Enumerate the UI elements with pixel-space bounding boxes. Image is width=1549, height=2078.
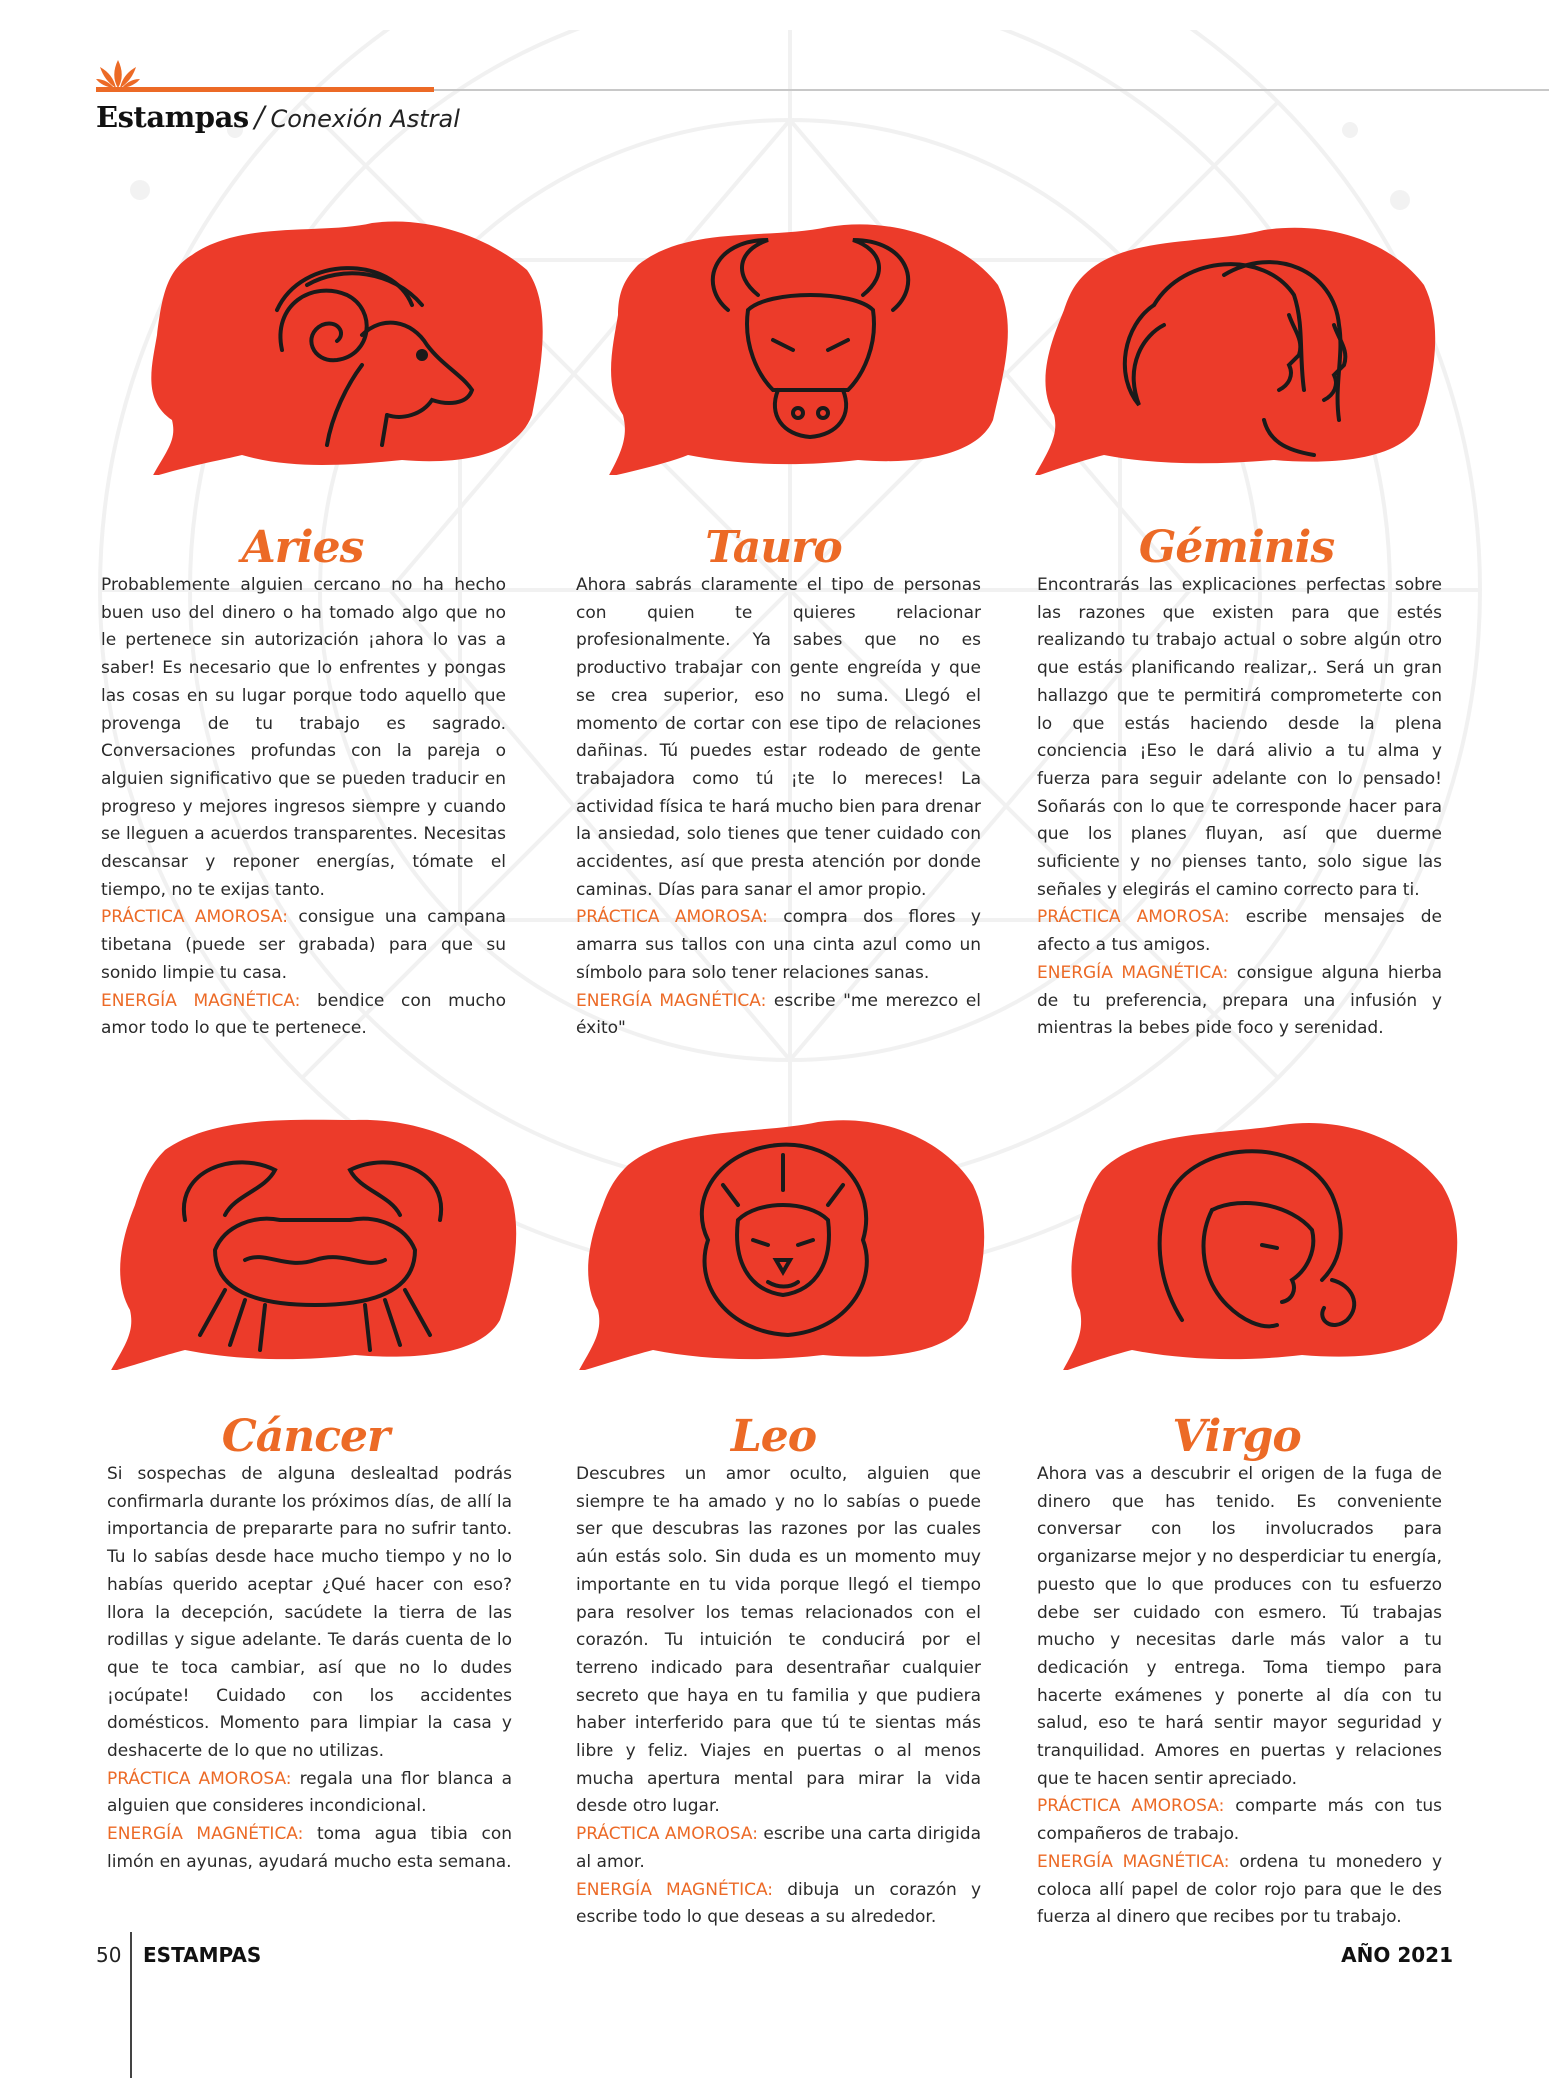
section-header: [96, 100, 460, 136]
love-practice-label: PRÁCTICA AMOROSA:: [1037, 907, 1230, 928]
lion-icon: [578, 1110, 998, 1370]
magnetic-energy-label: ENERGÍA MAGNÉTICA:: [107, 1824, 304, 1845]
magazine-brand: Estampas: [96, 100, 249, 134]
magnetic-energy-text: toma agua tibia con limón en ayunas, ayudará mucho esta semana.: [107, 1824, 513, 1872]
magnetic-energy-label: ENERGÍA MAGNÉTICA:: [576, 1879, 774, 1900]
sign-text-cancer: [107, 1461, 512, 1877]
magnetic-energy-label: ENERGÍA MAGNÉTICA:: [1037, 962, 1229, 983]
love-practice-label: PRÁCTICA AMOROSA:: [107, 1768, 292, 1789]
magnetic-energy-label: ENERGÍA MAGNÉTICA:: [576, 990, 767, 1011]
sign-text-leo: [576, 1461, 981, 1932]
magnetic-energy-label: ENERGÍA MAGNÉTICA:: [1037, 1851, 1230, 1872]
magnetic-energy-text: escribe "me merezco el éxito": [576, 990, 981, 1039]
sign-title-tauro: Tauro: [705, 522, 842, 573]
sign-text-virgo: [1037, 1461, 1442, 1932]
love-practice: [101, 904, 506, 987]
magnetic-energy: [576, 988, 981, 1043]
sign-title-geminis: Géminis: [1138, 522, 1335, 573]
love-practice: [576, 1821, 981, 1876]
horoscope-paragraph: Descubres un amor oculto, alguien que siempre te ha amado y no lo sabías o puede ser que descubras las razones por las cuales aún estás solo. Sin duda es un momento muy importante en tu vida porque llegó el tiempo para resolver los temas relacionados con el corazón. Tu intuición te conducirá por el terreno indicado para desentrañar cualquier secreto que haya en tu familia y que pudiera haber interferido para que tú te sientas más libre y feliz. Viajes en puertas o al menos mucha apertura mental para mirar la vida desde otro lugar.: [576, 1464, 981, 1817]
magnetic-energy-label: ENERGÍA MAGNÉTICA:: [101, 990, 301, 1011]
magnetic-energy: [1037, 1849, 1442, 1932]
love-practice: [107, 1766, 512, 1821]
horoscope-paragraph: Encontrarás las explicaciones perfectas sobre las razones que existen para que estés realizando tu trabajo actual o sobre algún otro que estás planificando realizar,. Será un gran hallazgo que te permitirá comprometerte con lo que estás haciendo desde la plena conciencia ¡Eso le dará alivio a tu alma y fuerza para seguir adelante con lo pensado! Soñarás con lo que te corresponde hacer para que los planes fluyan, así que duerme suficiente y no pienses tanto, solo sigue las señales y elegirás el camino correcto para ti.: [1037, 575, 1442, 900]
love-practice-label: PRÁCTICA AMOROSA:: [1037, 1796, 1225, 1817]
love-practice-text: compra dos flores y amarra sus tallos con una cinta azul como un símbolo para solo tener relaciones sanas.: [576, 907, 981, 983]
love-practice-text: escribe mensajes de afecto a tus amigos.: [1037, 907, 1442, 956]
magnetic-energy: [107, 1821, 512, 1876]
crab-icon: [105, 1110, 525, 1370]
love-practice-text: escribe una carta dirigida al amor.: [576, 1824, 981, 1872]
love-practice: [1037, 1793, 1442, 1848]
sign-text-tauro: [576, 572, 981, 1043]
sign-title-aries: Aries: [241, 522, 364, 573]
magnetic-energy: [576, 1877, 981, 1932]
page-number: 50: [96, 1943, 122, 1967]
header-rule: [434, 89, 1549, 91]
love-practice-text: comparte más con tus compañeros de trabajo.: [1037, 1796, 1443, 1845]
magnetic-energy-text: consigue alguna hierba de tu preferencia, prepara una infusión y mientras la bebes pide foco y serenidad.: [1037, 962, 1443, 1039]
header-separator: /: [254, 100, 265, 134]
sun-rays-icon: [96, 58, 140, 88]
section-name: Conexión Astral: [270, 105, 460, 133]
magnetic-energy: [1037, 960, 1442, 1043]
sign-title-virgo: Virgo: [1172, 1411, 1301, 1462]
magnetic-energy-text: dibuja un corazón y escribe todo lo que deseas a su alrededor.: [576, 1879, 982, 1928]
love-practice-text: consigue una campana tibetana (puede ser grabada) para que su sonido limpie tu casa.: [101, 907, 507, 983]
maiden-icon: [1062, 1110, 1482, 1370]
horoscope-paragraph: Ahora sabrás claramente el tipo de personas con quien te quieres relacionar profesionalmente. Ya sabes que no es productivo trabajar con gente engreída y que se crea superior, eso no suma. Llegó el momento de cortar con ese tipo de relaciones dañinas. Tú puedes estar rodeado de gente trabajadora como tú ¡te lo mereces! La actividad física te hará mucho bien para drenar la ansiedad, solo tienes que tener cuidado con accidentes, así que presta atención por donde caminas. Días para sanar el amor propio.: [576, 575, 981, 900]
horoscope-paragraph: Ahora vas a descubrir el origen de la fuga de dinero que has tenido. Es conveniente conversar con los involucrados para organizarse mejor y no desperdiciar tu energía, puesto que lo que produces con tu esfuerzo debe ser cuidado con esmero. Tú trabajas mucho y necesitas darle más valor a tu dedicación y entrega. Toma tiempo para hacerte exámenes y ponerte al día con tu salud, eso te hará sentir mayor seguridad y tranquilidad. Amores en puertas y relaciones que te hacen sentir apreciado.: [1037, 1464, 1442, 1789]
sign-text-aries: [101, 572, 506, 1043]
bull-icon: [598, 215, 1018, 475]
footer-year: AÑO 2021: [1341, 1943, 1453, 1967]
footer-brand: ESTAMPAS: [143, 1943, 262, 1967]
love-practice: [576, 904, 981, 987]
love-practice-label: PRÁCTICA AMOROSA:: [576, 907, 768, 928]
love-practice-label: PRÁCTICA AMOROSA:: [576, 1824, 758, 1845]
twins-icon: [1034, 215, 1454, 475]
magnetic-energy: [101, 988, 506, 1043]
horoscope-paragraph: Probablemente alguien cercano no ha hecho buen uso del dinero o ha tomado algo que no le pertenece sin autorización ¡ahora lo vas a saber! Es necesario que lo enfrentes y pongas las cosas en su lugar porque todo aquello que provenga de tu trabajo es sagrado. Conversaciones profundas con la pareja o alguien significativo que se pueden traducir en progreso y mejores ingresos siempre y cuando se lleguen a acuerdos transparentes. Necesitas descansar y reponer energías, tómate el tiempo, no te exijas tanto.: [101, 575, 506, 900]
ram-icon: [132, 215, 552, 475]
sign-title-cancer: Cáncer: [221, 1411, 390, 1462]
horoscope-paragraph: Si sospechas de alguna deslealtad podrás confirmarla durante los próximos días, de allí la importancia de prepararte para no sufrir tanto. Tu lo sabías desde hace mucho tiempo y no lo habías querido aceptar ¿Qué hacer con eso? llora la decepción, sacúdete la tierra de las rodillas y sigue adelante. Te darás cuenta de lo que te toca cambiar, así que no lo dudes ¡ocúpate! Cuidado con los accidentes domésticos. Momento para limpiar la casa y deshacerte de lo que no utilizas.: [107, 1464, 512, 1762]
magnetic-energy-text: ordena tu monedero y coloca allí papel de color rojo para que le des fuerza al dinero que recibes por tu trabajo.: [1037, 1851, 1442, 1928]
love-practice-text: regala una flor blanca a alguien que consideres incondicional.: [107, 1768, 513, 1817]
sign-text-geminis: [1037, 572, 1442, 1043]
header-accent-bar: [96, 87, 434, 92]
sign-title-leo: Leo: [730, 1411, 817, 1462]
footer-divider: [130, 1932, 132, 2078]
love-practice-label: PRÁCTICA AMOROSA:: [101, 907, 288, 928]
love-practice: [1037, 904, 1442, 959]
magnetic-energy-text: bendice con mucho amor todo lo que te pertenece.: [101, 990, 506, 1039]
